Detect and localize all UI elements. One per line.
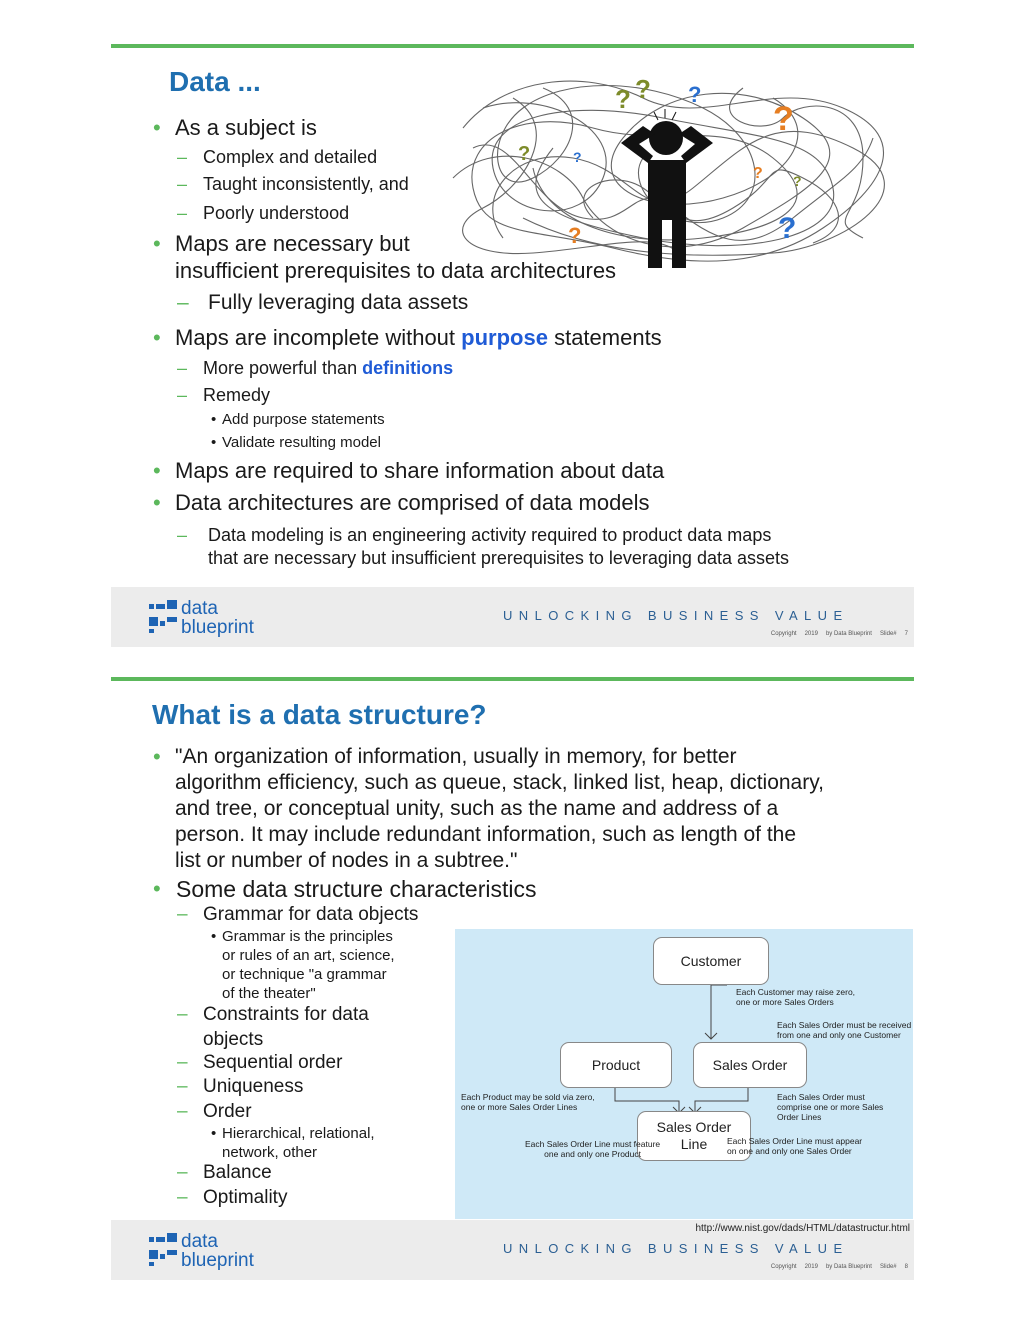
svg-text:?: ? bbox=[753, 165, 763, 182]
tagline: UNLOCKING BUSINESS VALUE bbox=[503, 608, 849, 623]
slide-top-rule bbox=[111, 44, 914, 48]
svg-text:?: ? bbox=[573, 149, 582, 165]
slide-top-rule bbox=[111, 677, 914, 681]
slide-7: Data ... ? ? ? ? ? ? ? ? ? ? • As a subject is – Complex and detailed – Taught inconsistently, and – Poorly understood • Maps are necessary but insufficient prerequisites to data architectures – Fully leveraging data assets • Maps are incomplete without purpose statements – More powerful than definitions – Remedy • Add purpose statements • Validate resulting model • Maps are required to share information about data • Data architectures are comprised of data models – Data modeling is an engineering activity required to product data maps that are necessary but insufficient prerequisites to leveraging data assets data blueprint UNLOCKING BUSINESS VALUE Copyright 2019 by Data Blueprint Slide# 7 bbox=[111, 44, 914, 648]
data-blueprint-logo bbox=[149, 1228, 309, 1276]
svg-text:data: data bbox=[181, 1231, 218, 1252]
copyright-line: Copyright 2019 by Data Blueprint Slide# 7 bbox=[770, 631, 908, 637]
svg-text:?: ? bbox=[778, 212, 797, 245]
source-url[interactable]: http://www.nist.gov/dads/HTML/datastructur.html bbox=[695, 1223, 910, 1234]
entity-customer: Customer bbox=[653, 937, 769, 985]
note-line-product: Each Sales Order Line must feature one and only one Product bbox=[525, 1139, 661, 1159]
slide-title: What is a data structure? bbox=[152, 699, 487, 730]
data-blueprint-logo bbox=[149, 595, 309, 643]
svg-text:?: ? bbox=[518, 143, 531, 165]
svg-text:?: ? bbox=[615, 84, 631, 114]
bullet-marker: • bbox=[153, 115, 161, 140]
note-line-order: Each Sales Order Line must appear on one and only one Sales Order bbox=[727, 1136, 863, 1156]
tagline: UNLOCKING BUSINESS VALUE bbox=[503, 1241, 849, 1256]
svg-text:?: ? bbox=[773, 100, 794, 138]
slide-footer bbox=[111, 587, 914, 647]
note-order-comprises: Each Sales Order must comprise one or more Sales Order Lines bbox=[777, 1092, 884, 1122]
note-product-sold: Each Product may be sold via zero, one or more Sales Order Lines bbox=[461, 1092, 595, 1112]
svg-text:?: ? bbox=[688, 82, 702, 107]
entity-sales-order: Sales Order bbox=[693, 1042, 807, 1088]
entity-product: Product bbox=[560, 1042, 672, 1088]
svg-text:blueprint: blueprint bbox=[181, 617, 254, 638]
copyright-line: Copyright 2019 by Data Blueprint Slide# 8 bbox=[770, 1264, 908, 1270]
entity-sales-order-line: Sales Order Line bbox=[637, 1111, 751, 1161]
svg-text:blueprint: blueprint bbox=[181, 1250, 254, 1271]
confused-person-illustration bbox=[443, 68, 889, 268]
slide-title: Data ... bbox=[169, 66, 261, 97]
svg-text:?: ? bbox=[635, 74, 651, 104]
note-customer-raises: Each Customer may raise zero, one or more Sales Orders bbox=[736, 987, 856, 1007]
svg-text:?: ? bbox=[793, 173, 802, 189]
er-diagram bbox=[455, 929, 913, 1219]
note-order-received: Each Sales Order must be received from one and only one Customer bbox=[777, 1020, 912, 1040]
slide-8: What is a data structure? • "An organization of information, usually in memory, for better algorithm efficiency, such as queue, stack, linked list, heap, dictionary, and tree, or conceptual unity, such as the name and address of a person. It may include redundant information, such as length of the list or number of nodes in a subtree." • Some data structure characteristics – Grammar for data objects • Grammar is the principles or rules of an art, science, or technique "a grammar of the theater" – Constraints for data objects – Sequential order – Uniqueness – Order • Hierarchical, relational, network, other – Balance – Optimality Customer Product Sales Order Sales Order Line Each Customer may raise zero, one or more Sales Orders Each Sales Order must be received from one and only one Customer Each Product may be sold via zero, one or more Sales Order Lines Each Sales Order must comprise one or more Sales Order Lines Each Sales Order Line must feature one and only one Product Each Sales Order Line must appear on one and only one Sales Order http://www.nist.gov/dads/HTML/datastructur.html data blueprint UNLOCKING BUSINESS VALUE Copyright 2019 by Data Blueprint Slide# 8 bbox=[111, 677, 914, 1281]
svg-text:?: ? bbox=[568, 223, 582, 248]
svg-text:data: data bbox=[181, 598, 218, 619]
slide-footer bbox=[111, 1220, 914, 1280]
